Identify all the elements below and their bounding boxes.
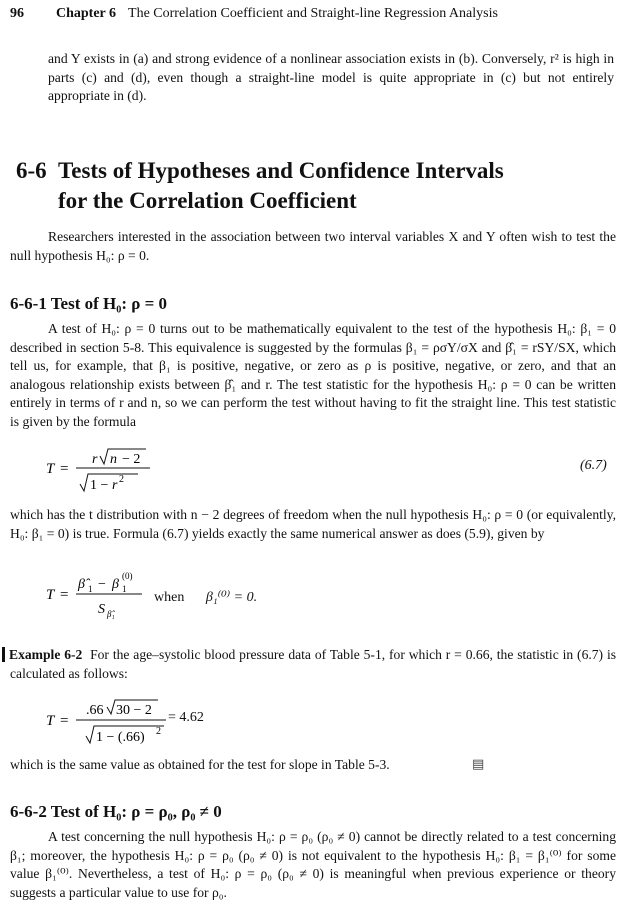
svg-text:T: T — [46, 587, 55, 603]
when-text: when — [154, 590, 185, 605]
section-title-line2: for the Correlation Coefficient — [58, 188, 357, 213]
svg-text:β: β — [112, 577, 119, 592]
subsection2-paragraph: A test concerning the null hypothesis H₀: ρ = ρ₀ (ρ₀ ≠ 0) cannot be directly related to a test concerning β₁; moreover, the hypothesis H₀: ρ = ρ₀ (ρ₀ ≠ 0) is not equivalent to the hypothesis H₀: β₁ = β₁⁽⁰⁾ for some value β₁⁽⁰⁾. Nevertheless, a test of H₀: ρ = ρ₀ (ρ₀ ≠ 0) is meaningful when previous experience or theory suggests a particular value to use for ρ₀. — [10, 829, 617, 900]
svg-text:r: r — [92, 452, 98, 467]
equation-label: (6.7) — [580, 458, 607, 473]
when-value: β₁⁽⁰⁾ = 0. — [205, 590, 258, 605]
section-title-line1: Tests of Hypotheses and Confidence Intervals — [58, 158, 504, 183]
chapter-label: Chapter 6 — [56, 6, 117, 21]
example-conclusion: which is the same value as obtained for the test for slope in Table 5-3. — [10, 757, 390, 772]
svg-text:=: = — [60, 713, 69, 729]
svg-text:1: 1 — [122, 584, 127, 594]
chapter-title: The Correlation Coefficient and Straight-line Regression Analysis — [128, 6, 498, 21]
section-title — [16, 156, 504, 216]
after-equation-paragraph: which has the t distribution with n − 2 degrees of freedom when the null hypothesis H₀: ρ = 0 (or equivalently, H₀: β₁ = 0) is true. Formula (6.7) yields exactly the same numerical answer as does (5.9), given by — [10, 507, 616, 541]
svg-text:S: S — [98, 602, 105, 617]
svg-text:β̂₁: β̂₁ — [107, 609, 115, 619]
svg-text:−: − — [98, 577, 106, 592]
subsection-heading-1: 6-6-1 Test of H₀: ρ = 0 — [10, 294, 168, 313]
subsection1-paragraph: A test of H₀: ρ = 0 turns out to be mathematically equivalent to the test of the hypothesis H₀: β₁ = 0 described in section 5-8. This equivalence is suggested by the formulas β₁ = ρσY/σX and β̂₁ = rSY/SX, which tell us, for example, that β₁ is positive, negative, or zero as ρ is positive, negative, or zero, and that an analogous relationship exists between β̂₁ and r. The test statistic for the hypothesis H₀: ρ = 0 can be written entirely in terms of r and n, so we can perform the test without having to fit the straight line. This test statistic is given by the formula — [10, 321, 616, 429]
svg-text:=: = — [60, 587, 69, 603]
svg-text:(0): (0) — [122, 571, 133, 581]
svg-text:T: T — [46, 713, 55, 729]
svg-text:2: 2 — [156, 726, 161, 737]
svg-text:− 2: − 2 — [122, 452, 141, 467]
subsection-heading-2: 6-6-2 Test of H₀: ρ = ρ₀, ρ₀ ≠ 0 — [10, 802, 222, 821]
example-text: For the age–systolic blood pressure data of Table 5-1, for which r = 0.66, the statistic in (6.7) is calculated as follows: — [10, 647, 617, 681]
section-number: 6-6 — [16, 158, 47, 183]
svg-text:r: r — [112, 478, 118, 493]
end-of-example-icon: ▤ — [472, 756, 485, 771]
svg-text:1 −: 1 − — [90, 478, 109, 493]
svg-text:30 − 2: 30 − 2 — [116, 703, 152, 718]
svg-text:=: = — [60, 461, 69, 477]
example-result: = 4.62 — [168, 710, 204, 725]
svg-text:β̂: β̂ — [78, 577, 85, 592]
svg-text:T: T — [46, 461, 55, 477]
formula-6-7 — [46, 446, 186, 496]
running-header — [10, 6, 498, 22]
example-label: Example 6-2 — [2, 647, 82, 662]
svg-text:2: 2 — [119, 474, 124, 485]
intro-paragraph: and Y exists in (a) and strong evidence of a nonlinear association exists in (b). Conversely, r² is high in parts (c) and (d), even though a straight-line model is quite appropriate in (c) but not entirely appropriate in (d). — [48, 51, 614, 104]
example-paragraph — [10, 646, 616, 683]
svg-text:n: n — [110, 452, 117, 467]
page-number: 96 — [10, 6, 24, 21]
formula-t-beta — [46, 568, 156, 622]
svg-text:1: 1 — [88, 584, 93, 594]
svg-text:.66: .66 — [86, 703, 104, 718]
svg-text:1 − (.66): 1 − (.66) — [96, 730, 145, 745]
section-intro: Researchers interested in the association between two interval variables X and Y often wish to test the null hypothesis H₀: ρ = 0. — [10, 229, 616, 263]
